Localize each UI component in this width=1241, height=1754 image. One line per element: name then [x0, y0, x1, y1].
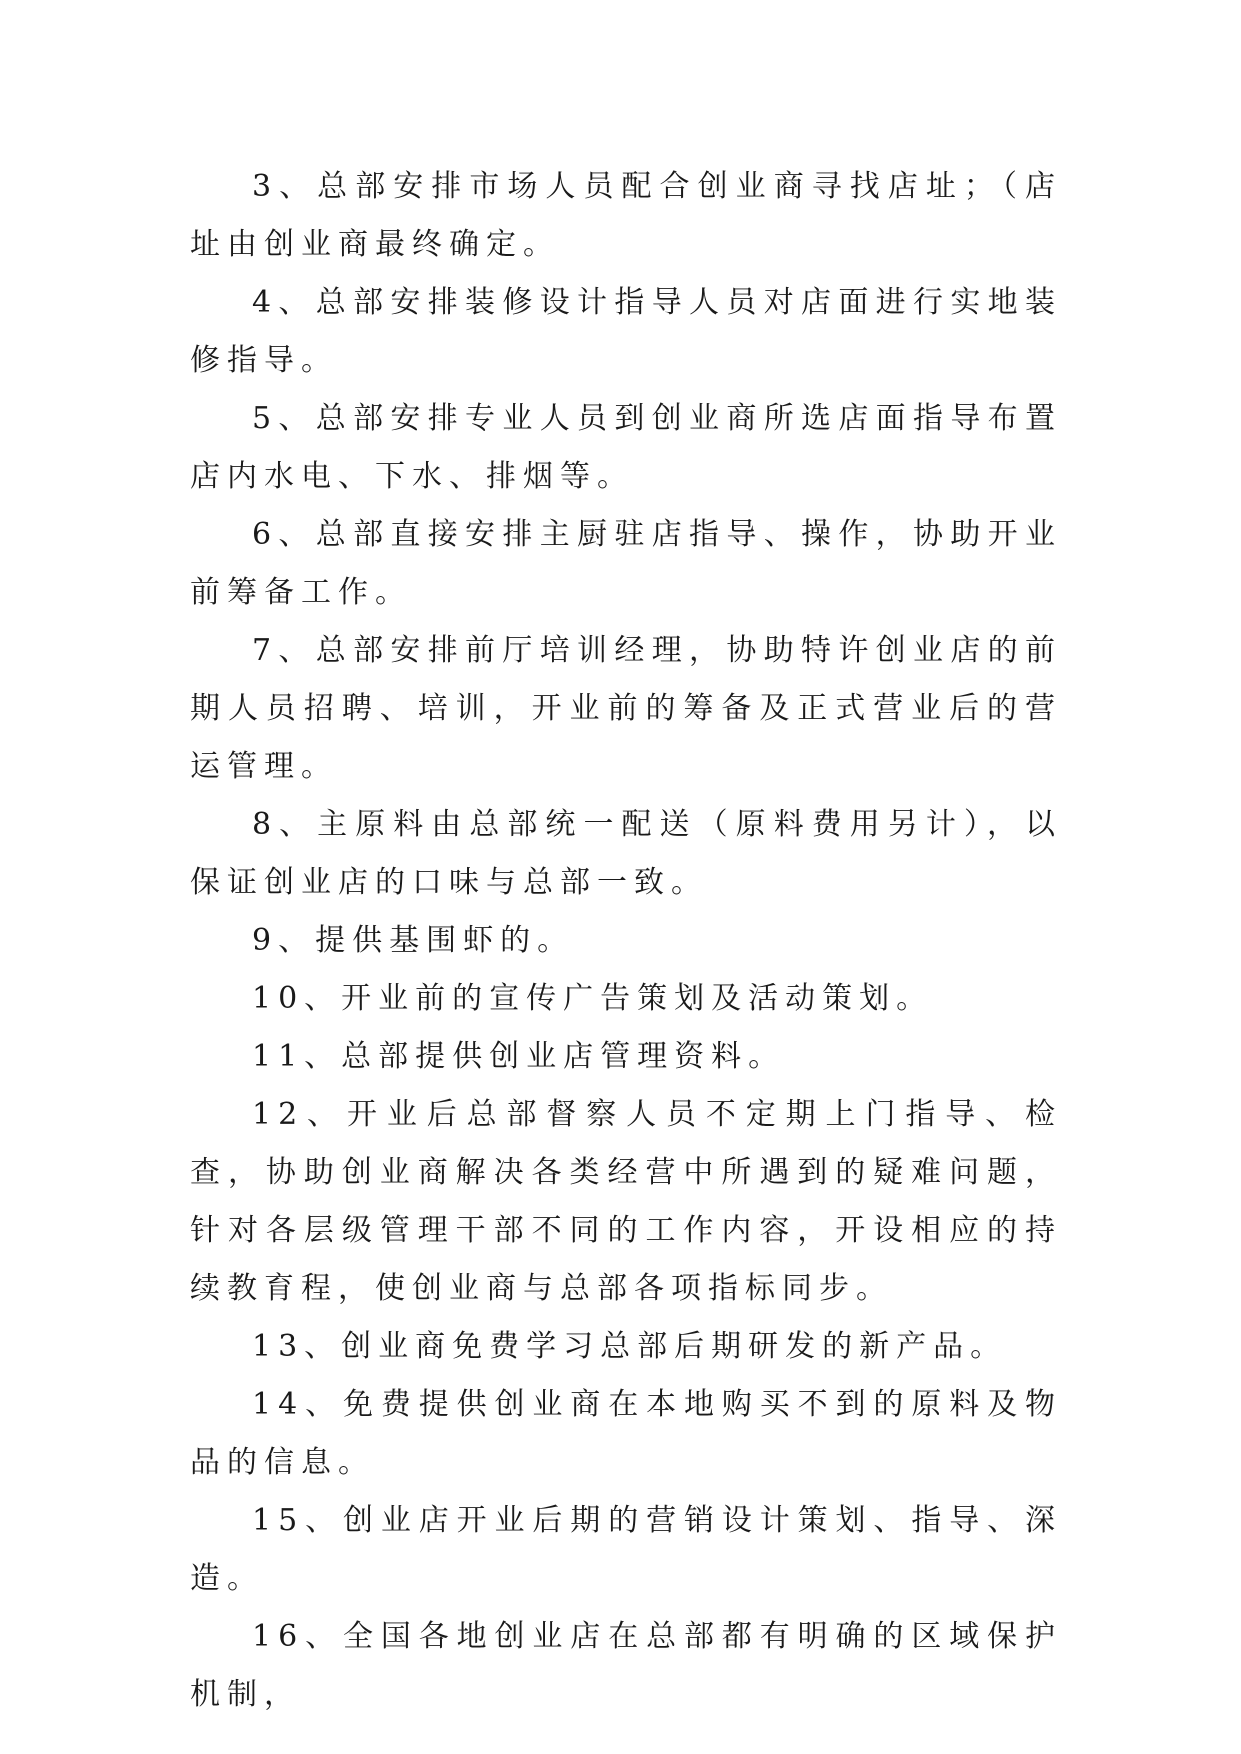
- paragraph-item-15: 15、创业店开业后期的营销设计策划、指导、深造。: [190, 1503, 1062, 1596]
- document-body: [190, 158, 1062, 1724]
- paragraph-item-13: 13、创业商免费学习总部后期研发的新产品。: [252, 1329, 1008, 1364]
- paragraph-item-8: 8、主原料由总部统一配送（原料费用另计），以保证创业店的口味与总部一致。: [190, 807, 1062, 900]
- paragraph-item-11: 11、总部提供创业店管理资料。: [252, 1039, 786, 1074]
- paragraph-item-6: 6、总部直接安排主厨驻店指导、操作，协助开业前筹备工作。: [190, 517, 1062, 610]
- paragraph-item-14: 14、免费提供创业商在本地购买不到的原料及物品的信息。: [190, 1387, 1062, 1480]
- paragraph-item-5: 5、总部安排专业人员到创业商所选店面指导布置店内水电、下水、排烟等。: [190, 401, 1062, 494]
- paragraph-item-16: 16、全国各地创业店在总部都有明确的区域保护机制，: [190, 1619, 1062, 1712]
- paragraph-item-10: 10、开业前的宣传广告策划及活动策划。: [252, 981, 934, 1016]
- paragraph-item-4: 4、总部安排装修设计指导人员对店面进行实地装修指导。: [190, 285, 1062, 378]
- paragraph-item-7: 7、总部安排前厅培训经理，协助特许创业店的前期人员招聘、培训，开业前的筹备及正式营业后的营运管理。: [190, 633, 1062, 784]
- paragraph-item-3: 3、总部安排市场人员配合创业商寻找店址；（店址由创业商最终确定。: [190, 169, 1062, 262]
- paragraph-item-9: 9、提供基围虾的。: [252, 923, 575, 958]
- paragraph-item-12: 12、开业后总部督察人员不定期上门指导、检查，协助创业商解决各类经营中所遇到的疑难问题，针对各层级管理干部不同的工作内容，开设相应的持续教育程，使创业商与总部各项指标同步。: [190, 1097, 1062, 1306]
